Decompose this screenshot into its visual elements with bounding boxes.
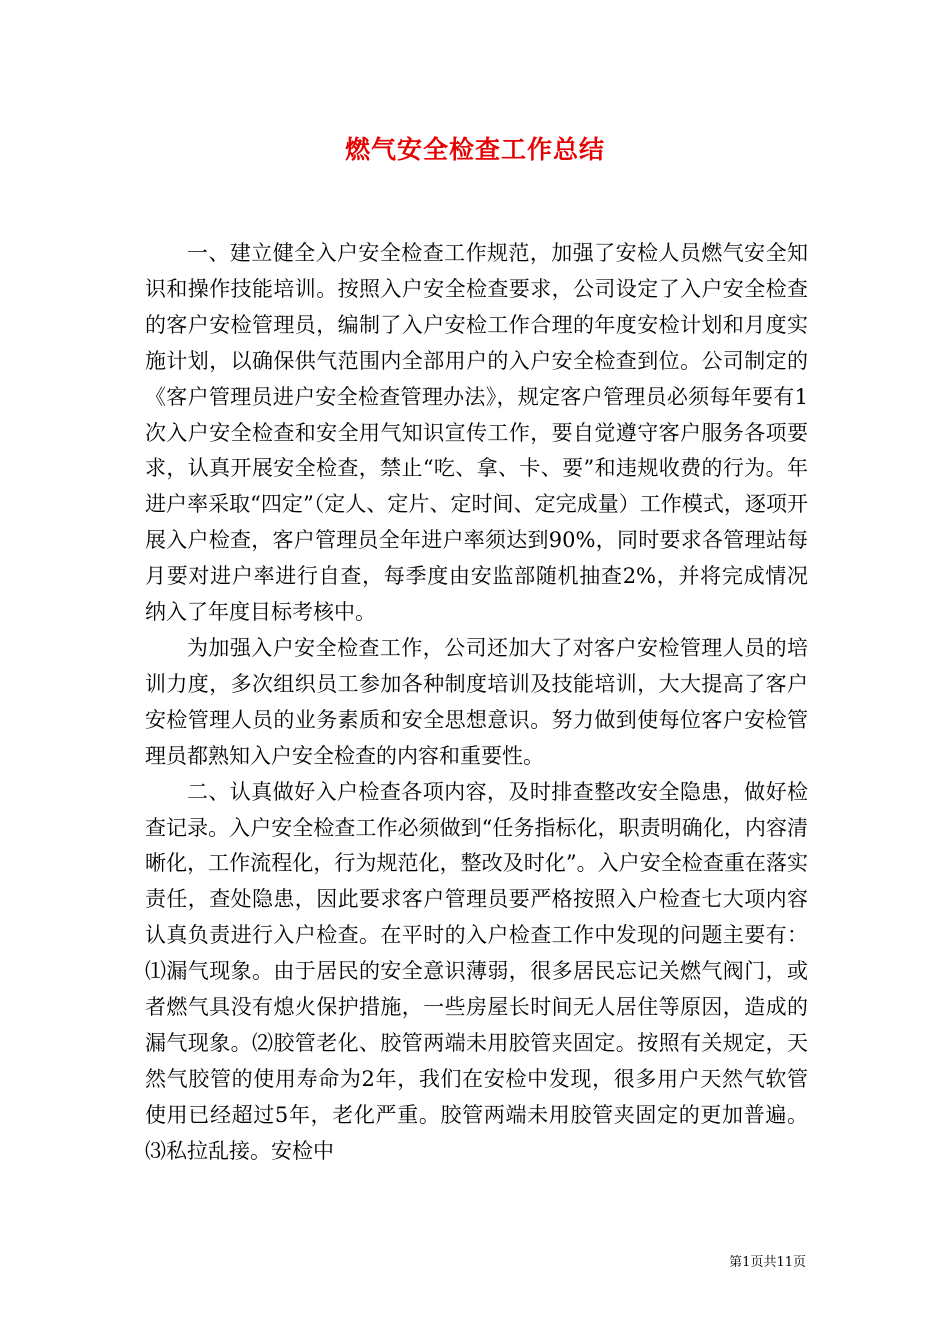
document-body [145, 236, 808, 1170]
document-title: 燃气安全检查工作总结 [344, 135, 605, 164]
paragraph-1: 一、建立健全入户安全检查工作规范，加强了安检人员燃气安全知识和操作技能培训。按照入户安全检查要求，公司设定了入户安全检查的客户安检管理员，编制了入户安检工作合理的年度安检计划和月度实施计划，以确保供气范围内全部用户的入户安全检查到位。公司制定的《客户管理员进户安全检查管理办法》，规定客户管理员必须每年要有1次入户安全检查和安全用气知识宣传工作，要自觉遵守客户服务各项要求，认真开展安全检查，禁止“吃、拿、卡、要”和违规收费的行为。年进户率采取“四定”（定人、定片、定时间、定完成量）工作模式，逐项开展入户检查，客户管理员全年进户率须达到90%，同时要求各管理站每月要对进户率进行自查，每季度由安监部随机抽查2%，并将完成情况纳入了年度目标考核中。 [145, 241, 808, 625]
paragraph-2: 为加强入户安全检查工作，公司还加大了对客户安检管理人员的培训力度，多次组织员工参加各种制度培训及技能培训，大大提高了客户安检管理人员的业务素质和安全思想意识。努力做到使每位客户安检管理员都熟知入户安全检查的内容和重要性。 [145, 635, 808, 768]
paragraph-3: 二、认真做好入户检查各项内容，及时排查整改安全隐患，做好检查记录。入户安全检查工作必须做到“任务指标化，职责明确化，内容清晰化，工作流程化，行为规范化，整改及时化”。入户安全检查重在落实责任，查处隐患，因此要求客户管理员要严格按照入户检查七大项内容认真负责进行入户检查。在平时的入户检查工作中发现的问题主要有：⑴漏气现象。由于居民的安全意识薄弱，很多居民忘记关燃气阀门，或者燃气具没有熄火保护措施，一些房屋长时间无人居住等原因，造成的漏气现象。⑵胶管老化、胶管两端未用胶管夹固定。按照有关规定，天然气胶管的使用寿命为2年，我们在安检中发现，很多用户天然气软管使用已经超过5年，老化严重。胶管两端未用胶管夹固定的更加普遍。⑶私拉乱接。安检中 [145, 779, 808, 1163]
page-number-footer: 第1页共11页 [729, 1255, 806, 1270]
